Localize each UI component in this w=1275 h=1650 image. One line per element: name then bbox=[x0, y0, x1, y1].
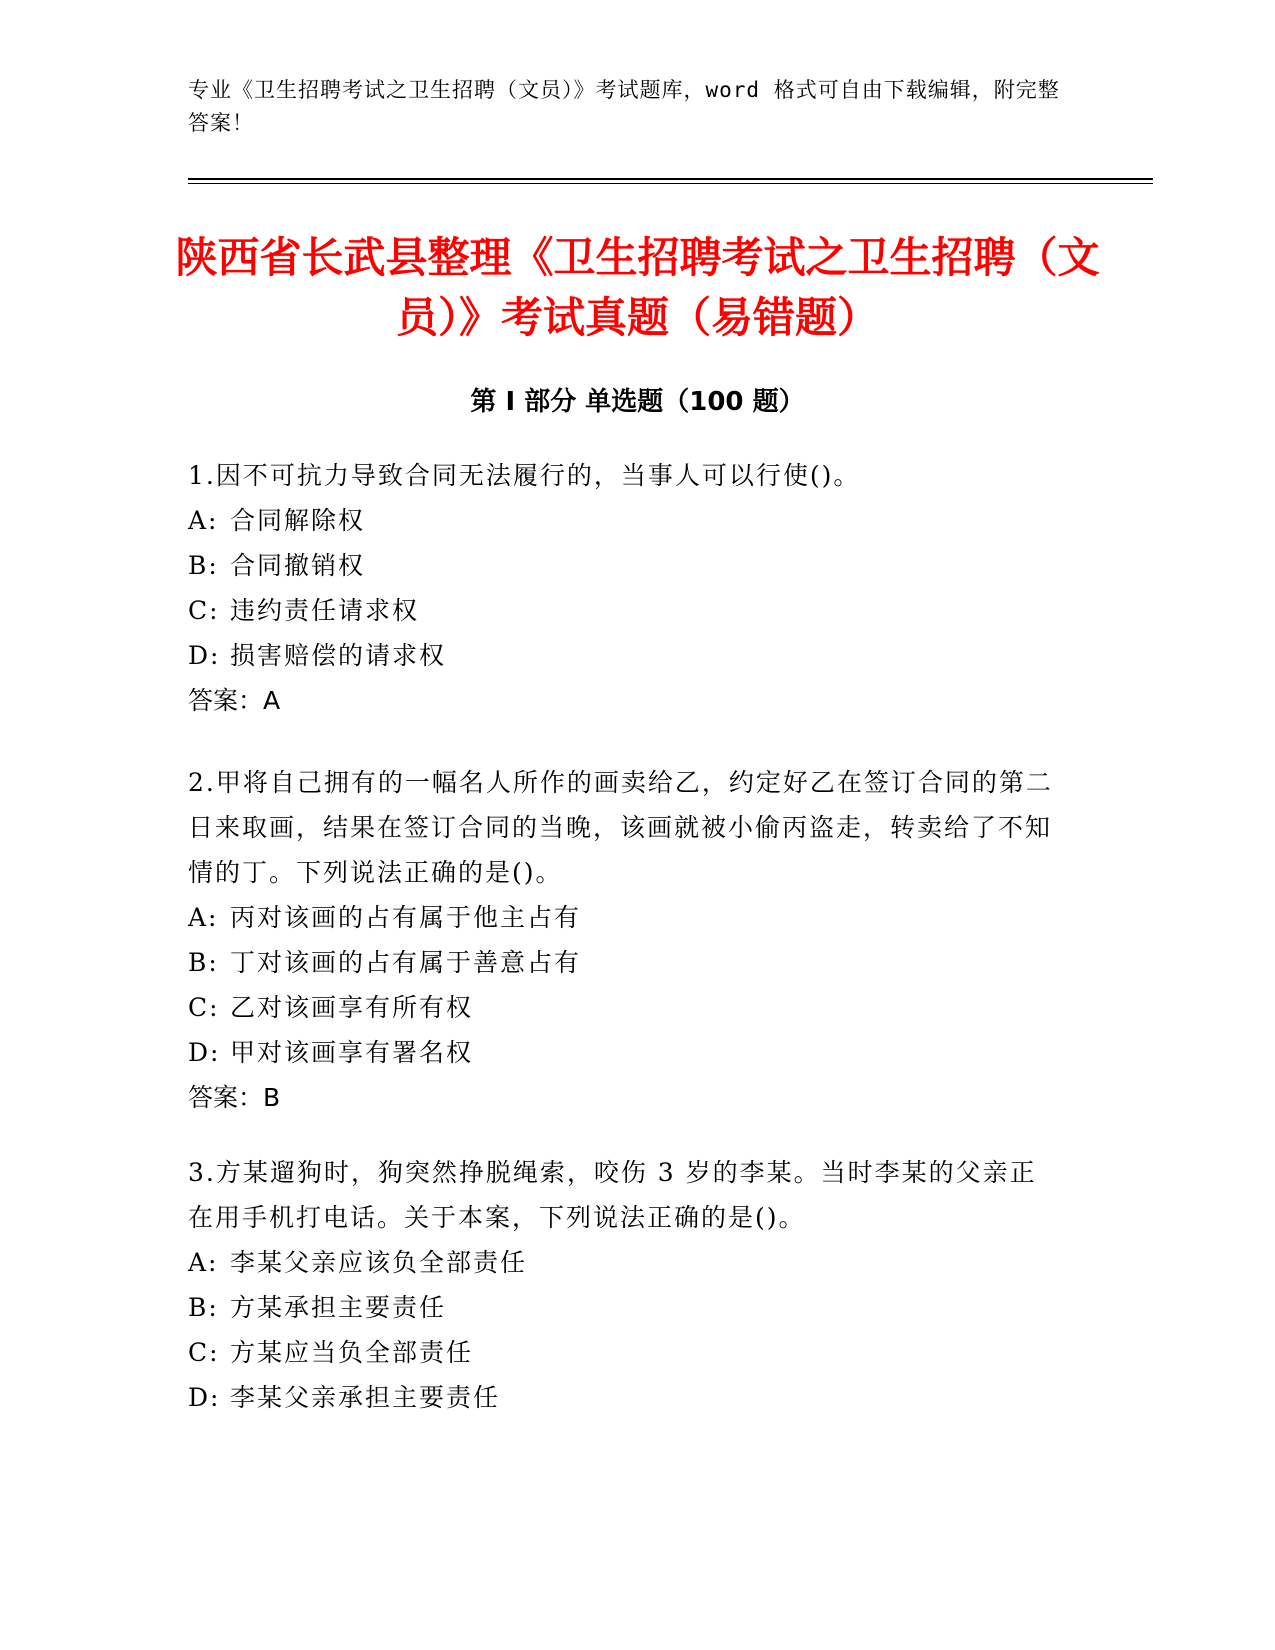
option-letter: B: bbox=[188, 1293, 219, 1322]
option-b bbox=[188, 543, 1063, 588]
option-text: 合同撤销权 bbox=[230, 551, 366, 580]
question-stem: 3.方某遛狗时，狗突然挣脱绳索，咬伤 3 岁的李某。当时李某的父亲正在用手机打电话。关于本案，下列说法正确的是()。 bbox=[188, 1158, 1037, 1232]
option-letter: C: bbox=[188, 993, 220, 1022]
option-d bbox=[188, 1375, 1063, 1420]
option-letter: C: bbox=[188, 596, 220, 625]
option-text: 损害赔偿的请求权 bbox=[230, 641, 447, 670]
option-text: 方某应当负全部责任 bbox=[230, 1338, 474, 1367]
option-text: 李某父亲承担主要责任 bbox=[230, 1383, 501, 1412]
question-3 bbox=[188, 1150, 1063, 1420]
answer: 答案：B bbox=[188, 1083, 281, 1112]
question-stem: 2.甲将自己拥有的一幅名人所作的画卖给乙，约定好乙在签订合同的第二日来取画，结果在签订合同的当晚，该画就被小偷丙盗走，转卖给了不知情的丁。下列说法正确的是()。 bbox=[188, 768, 1053, 887]
option-letter: B: bbox=[188, 948, 219, 977]
option-letter: D: bbox=[188, 1383, 221, 1412]
header-divider-thick bbox=[188, 178, 1153, 180]
option-letter: A: bbox=[188, 506, 219, 535]
section-heading: 第 I 部分 单选题（100 题） bbox=[470, 387, 805, 417]
option-text: 李某父亲应该负全部责任 bbox=[230, 1248, 528, 1277]
option-b bbox=[188, 1285, 1063, 1330]
header-note: 专业《卫生招聘考试之卫生招聘（文员）》考试题库，word 格式可自由下载编辑，附完整答案！ bbox=[188, 78, 1060, 135]
option-c bbox=[188, 588, 1063, 633]
option-letter: D: bbox=[188, 641, 221, 670]
option-text: 甲对该画享有署名权 bbox=[230, 1038, 474, 1067]
option-d bbox=[188, 1030, 1063, 1075]
document-title: 陕西省长武县整理《卫生招聘考试之卫生招聘（文员）》考试真题（易错题） bbox=[175, 233, 1100, 342]
question-stem: 1.因不可抗力导致合同无法履行的，当事人可以行使()。 bbox=[188, 461, 861, 490]
option-text: 合同解除权 bbox=[230, 506, 366, 535]
option-text: 方某承担主要责任 bbox=[230, 1293, 447, 1322]
option-letter: B: bbox=[188, 551, 219, 580]
option-letter: C: bbox=[188, 1338, 220, 1367]
option-c bbox=[188, 1330, 1063, 1375]
option-text: 丁对该画的占有属于善意占有 bbox=[230, 948, 582, 977]
option-text: 丙对该画的占有属于他主占有 bbox=[230, 903, 582, 932]
option-text: 乙对该画享有所有权 bbox=[230, 993, 474, 1022]
option-d bbox=[188, 633, 1063, 678]
option-letter: D: bbox=[188, 1038, 221, 1067]
option-a bbox=[188, 1240, 1063, 1285]
question-2 bbox=[188, 760, 1063, 1120]
option-c bbox=[188, 985, 1063, 1030]
option-text: 违约责任请求权 bbox=[230, 596, 420, 625]
option-a bbox=[188, 498, 1063, 543]
option-letter: A: bbox=[188, 1248, 219, 1277]
option-b bbox=[188, 940, 1063, 985]
option-a bbox=[188, 895, 1063, 940]
option-letter: A: bbox=[188, 903, 219, 932]
question-1 bbox=[188, 453, 1063, 723]
header-divider-thin bbox=[188, 183, 1153, 184]
answer: 答案：A bbox=[188, 686, 281, 715]
